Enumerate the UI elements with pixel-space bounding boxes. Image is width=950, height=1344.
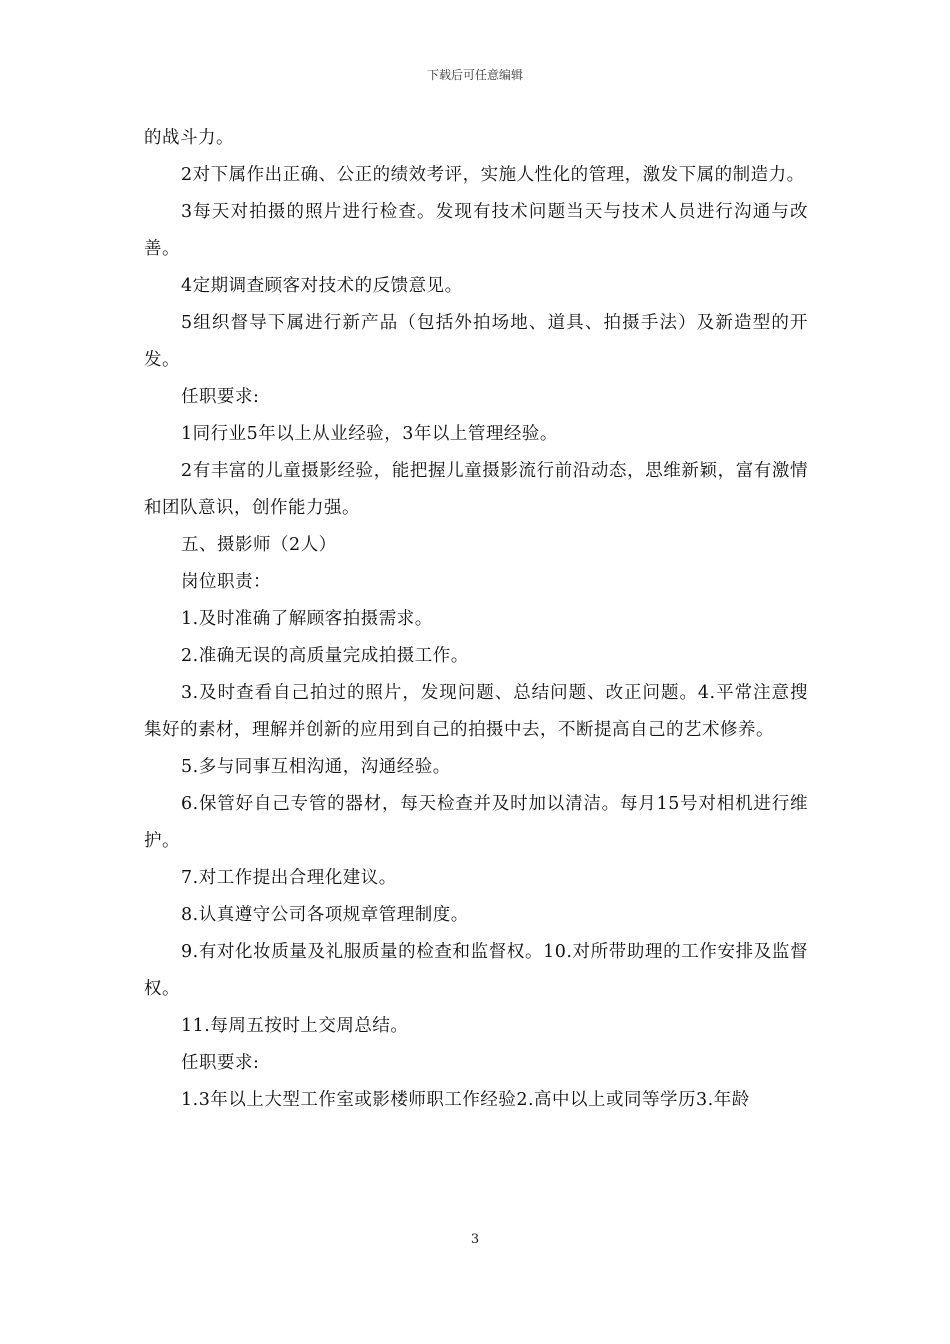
paragraph: 1.3年以上大型工作室或影楼师职工作经验2.高中以上或同等学历3.年龄 — [181, 1090, 750, 1110]
paragraph: 2对下属作出正确、公正的绩效考评，实施人性化的管理，激发下属的制造力。 — [181, 165, 805, 185]
paragraph: 2有丰富的儿童摄影经验，能把握儿童摄影流行前沿动态，思维新颖，富有激情和团队意识，创作能力强。 — [144, 461, 808, 518]
section-heading: 任职要求: — [181, 387, 260, 407]
page-number: 3 — [470, 1232, 480, 1247]
paragraph: 3每天对拍摄的照片进行检查。发现有技术问题当天与技术人员进行沟通与改善。 — [144, 202, 808, 259]
paragraph: 6.保管好自己专管的器材，每天检查并及时加以清洁。每月15号对相机进行维护。 — [144, 794, 808, 851]
paragraph: 5组织督导下属进行新产品（包括外拍场地、道具、拍摄手法）及新造型的开发。 — [144, 313, 808, 370]
paragraph: 11.每周五按时上交周总结。 — [181, 1016, 409, 1036]
page-header: 下载后可任意编辑 — [426, 68, 523, 82]
document-body — [144, 120, 808, 1119]
paragraph: 的战斗力。 — [144, 128, 234, 148]
paragraph: 9.有对化妆质量及礼服质量的检查和监督权。10.对所带助理的工作安排及监督权。 — [144, 942, 808, 999]
paragraph: 1.及时准确了解顾客拍摄需求。 — [181, 609, 433, 629]
paragraph: 8.认真遵守公司各项规章管理制度。 — [181, 905, 469, 925]
section-heading: 五、摄影师（2人） — [181, 535, 337, 555]
paragraph: 1同行业5年以上从业经验，3年以上管理经验。 — [181, 424, 558, 444]
paragraph: 4定期调查顾客对技术的反馈意见。 — [181, 276, 463, 296]
paragraph: 2.准确无误的高质量完成拍摄工作。 — [181, 646, 469, 666]
paragraph: 7.对工作提出合理化建议。 — [181, 868, 397, 888]
paragraph: 5.多与同事互相沟通，沟通经验。 — [181, 757, 451, 777]
section-heading: 岗位职责： — [181, 572, 271, 592]
section-heading: 任职要求: — [181, 1053, 260, 1073]
paragraph: 3.及时查看自己拍过的照片，发现问题、总结问题、改正问题。4.平常注意搜集好的素材，理解并创新的应用到自己的拍摄中去，不断提高自己的艺术修养。 — [144, 683, 808, 740]
